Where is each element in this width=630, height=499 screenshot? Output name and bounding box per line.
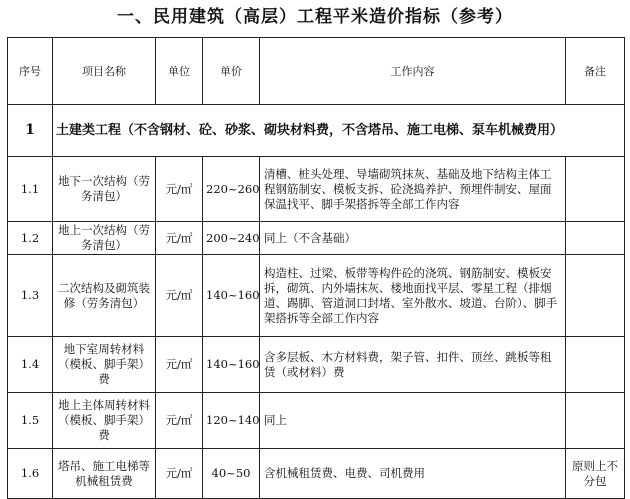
row-work: 含多层板、木方材料费，架子管、扣件、顶丝、跳板等租赁（或材料）费 bbox=[260, 337, 566, 393]
row-work: 含机械租赁费、电费、司机费用 bbox=[260, 449, 566, 499]
row-remark bbox=[566, 255, 625, 337]
row-unit: 元/㎡ bbox=[156, 393, 203, 449]
row-remark bbox=[566, 337, 625, 393]
row-name: 地下一次结构（劳务清包） bbox=[53, 157, 156, 222]
row-price: 220~260 bbox=[203, 157, 260, 222]
table-row bbox=[8, 222, 625, 255]
header-unit: 单位 bbox=[156, 38, 203, 105]
row-name: 地上一次结构（劳务清包） bbox=[53, 222, 156, 255]
row-name: 地下室周转材料（模板、脚手架）费 bbox=[53, 337, 156, 393]
table-row bbox=[8, 337, 625, 393]
table-row bbox=[8, 255, 625, 337]
header-row bbox=[8, 38, 625, 105]
row-no: 1.5 bbox=[8, 393, 53, 449]
row-unit: 元/㎡ bbox=[156, 337, 203, 393]
row-unit: 元/㎡ bbox=[156, 255, 203, 337]
row-unit: 元/㎡ bbox=[156, 449, 203, 499]
page-title: 一、民用建筑（高层）工程平米造价指标（参考） bbox=[117, 7, 513, 27]
row-unit: 元/㎡ bbox=[156, 157, 203, 222]
row-no: 1.4 bbox=[8, 337, 53, 393]
table-row bbox=[8, 393, 625, 449]
row-remark bbox=[566, 157, 625, 222]
section-row bbox=[8, 105, 625, 157]
header-name: 项目名称 bbox=[53, 38, 156, 105]
row-remark bbox=[566, 222, 625, 255]
row-no: 1.3 bbox=[8, 255, 53, 337]
row-remark bbox=[566, 393, 625, 449]
header-work: 工作内容 bbox=[260, 38, 566, 105]
row-work: 同上（不含基础） bbox=[260, 222, 566, 255]
row-no: 1.6 bbox=[8, 449, 53, 499]
row-unit: 元/㎡ bbox=[156, 222, 203, 255]
header-no: 序号 bbox=[8, 38, 53, 105]
header-price: 单价 bbox=[203, 38, 260, 105]
row-price: 200~240 bbox=[203, 222, 260, 255]
row-price: 40~50 bbox=[203, 449, 260, 499]
section-no: 1 bbox=[8, 105, 53, 157]
row-price: 140~160 bbox=[203, 337, 260, 393]
cost-index-table bbox=[7, 37, 625, 499]
row-work: 同上 bbox=[260, 393, 566, 449]
section-title: 土建类工程（不含钢材、砼、砂浆、砌块材料费，不含塔吊、施工电梯、泵车机械费用） bbox=[53, 105, 625, 157]
header-remark: 备注 bbox=[566, 38, 625, 105]
table-row bbox=[8, 449, 625, 499]
row-no: 1.2 bbox=[8, 222, 53, 255]
row-price: 120~140 bbox=[203, 393, 260, 449]
row-no: 1.1 bbox=[8, 157, 53, 222]
row-remark: 原则上不分包 bbox=[566, 449, 625, 499]
table-row bbox=[8, 157, 625, 222]
row-work: 构造柱、过梁、板带等构件砼的浇筑、钢筋制安、模板安拆，砌筑、内外墙抹灰、楼地面找平层、零星工程（排烟道、踢脚、管道洞口封堵、室外散水、坡道、台阶）、脚手架搭拆等全部工作内容 bbox=[260, 255, 566, 337]
row-name: 地上主体周转材料（模板、脚手架）费 bbox=[53, 393, 156, 449]
row-name: 二次结构及砌筑装修（劳务清包） bbox=[53, 255, 156, 337]
row-work: 清槽、桩头处理、导墙砌筑抹灰、基础及地下结构主体工程钢筋制安、模板支拆、砼浇捣养护、预埋件制安、屋面保温找平、脚手架搭拆等全部工作内容 bbox=[260, 157, 566, 222]
row-name: 塔吊、施工电梯等机械租赁费 bbox=[53, 449, 156, 499]
row-price: 140~160 bbox=[203, 255, 260, 337]
